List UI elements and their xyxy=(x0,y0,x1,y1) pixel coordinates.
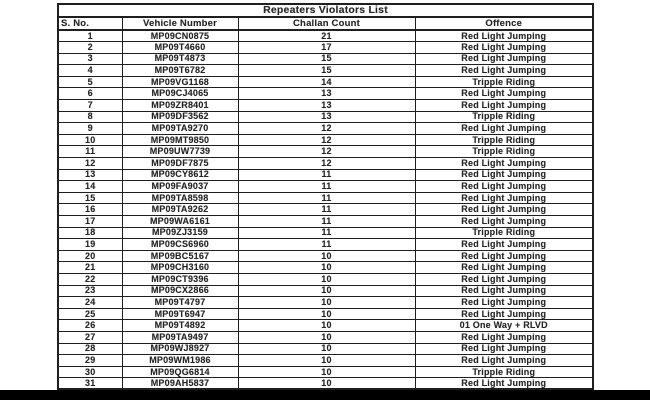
table-row xyxy=(58,192,593,204)
cell-challan-count: 10 xyxy=(238,343,415,355)
cell-challan-count: 12 xyxy=(238,158,415,170)
cell-s-no: 21 xyxy=(58,262,122,274)
cell-s-no: 19 xyxy=(58,239,122,251)
cell-challan-count: 10 xyxy=(238,285,415,297)
cell-offence: Red Light Jumping xyxy=(415,192,593,204)
cell-s-no: 5 xyxy=(58,76,122,88)
cell-offence: Red Light Jumping xyxy=(415,250,593,262)
cell-challan-count: 12 xyxy=(238,134,415,146)
table-row xyxy=(58,181,593,193)
table-header-row xyxy=(58,17,593,30)
cell-offence: Tripple Riding xyxy=(415,227,593,239)
cell-challan-count: 11 xyxy=(238,169,415,181)
cell-vehicle-number: MP09FA9037 xyxy=(122,181,238,193)
cell-challan-count: 11 xyxy=(238,204,415,216)
cell-vehicle-number: MP09CJ4065 xyxy=(122,88,238,100)
cell-offence: Red Light Jumping xyxy=(415,285,593,297)
cell-challan-count: 10 xyxy=(238,366,415,378)
table-row xyxy=(58,42,593,54)
cell-challan-count: 11 xyxy=(238,239,415,251)
cell-challan-count: 10 xyxy=(238,308,415,320)
cell-s-no: 14 xyxy=(58,181,122,193)
cell-challan-count: 11 xyxy=(238,216,415,228)
cell-offence: Red Light Jumping xyxy=(415,378,593,390)
cell-vehicle-number: MP09QG6814 xyxy=(122,366,238,378)
table-row xyxy=(58,30,593,42)
table-title-row xyxy=(58,4,593,17)
cell-vehicle-number: MP09ZJ3159 xyxy=(122,227,238,239)
cell-offence: Red Light Jumping xyxy=(415,30,593,42)
cell-challan-count: 11 xyxy=(238,181,415,193)
cell-challan-count: 11 xyxy=(238,227,415,239)
table-row xyxy=(58,65,593,77)
cell-offence: Red Light Jumping xyxy=(415,262,593,274)
cell-offence: Red Light Jumping xyxy=(415,297,593,309)
table-row xyxy=(58,285,593,297)
table-row xyxy=(58,273,593,285)
cell-challan-count: 10 xyxy=(238,378,415,390)
cell-challan-count: 10 xyxy=(238,262,415,274)
table-row xyxy=(58,169,593,181)
cell-offence: Red Light Jumping xyxy=(415,65,593,77)
cell-offence: Red Light Jumping xyxy=(415,123,593,135)
cell-offence: Red Light Jumping xyxy=(415,42,593,54)
cell-vehicle-number: MP09CS6960 xyxy=(122,239,238,251)
cell-s-no: 8 xyxy=(58,111,122,123)
cell-challan-count: 12 xyxy=(238,123,415,135)
cell-vehicle-number: MP09CY8612 xyxy=(122,169,238,181)
cell-vehicle-number: MP09AH5837 xyxy=(122,378,238,390)
cell-offence: Red Light Jumping xyxy=(415,355,593,367)
cell-offence: 01 One Way + RLVD xyxy=(415,320,593,332)
cell-vehicle-number: MP09CH3160 xyxy=(122,262,238,274)
cell-s-no: 22 xyxy=(58,273,122,285)
cell-offence: Red Light Jumping xyxy=(415,88,593,100)
cell-s-no: 26 xyxy=(58,320,122,332)
cell-s-no: 31 xyxy=(58,378,122,390)
cell-challan-count: 13 xyxy=(238,100,415,112)
cell-challan-count: 10 xyxy=(238,320,415,332)
cell-offence: Red Light Jumping xyxy=(415,204,593,216)
cell-vehicle-number: MP09T4892 xyxy=(122,320,238,332)
cell-vehicle-number: MP09WJ8927 xyxy=(122,343,238,355)
header-vehicle-number: Vehicle Number xyxy=(122,17,238,30)
cell-s-no: 11 xyxy=(58,146,122,158)
cell-vehicle-number: MP09T4873 xyxy=(122,53,238,65)
cell-offence: Red Light Jumping xyxy=(415,308,593,320)
cell-offence: Tripple Riding xyxy=(415,111,593,123)
cell-vehicle-number: MP09ZR8401 xyxy=(122,100,238,112)
table-row xyxy=(58,158,593,170)
cell-challan-count: 13 xyxy=(238,88,415,100)
table-row xyxy=(58,308,593,320)
cell-offence: Red Light Jumping xyxy=(415,216,593,228)
cell-offence: Red Light Jumping xyxy=(415,239,593,251)
cell-vehicle-number: MP09TA9262 xyxy=(122,204,238,216)
cell-offence: Red Light Jumping xyxy=(415,273,593,285)
cell-s-no: 7 xyxy=(58,100,122,112)
cell-challan-count: 13 xyxy=(238,111,415,123)
table-row xyxy=(58,100,593,112)
cell-challan-count: 10 xyxy=(238,250,415,262)
cell-vehicle-number: MP09T4660 xyxy=(122,42,238,54)
cell-challan-count: 15 xyxy=(238,65,415,77)
cell-vehicle-number: MP09DF3562 xyxy=(122,111,238,123)
cell-challan-count: 14 xyxy=(238,76,415,88)
cell-vehicle-number: MP09MT9850 xyxy=(122,134,238,146)
cell-offence: Tripple Riding xyxy=(415,366,593,378)
table-row xyxy=(58,134,593,146)
table-body xyxy=(58,30,593,389)
cell-vehicle-number: MP09CN0875 xyxy=(122,30,238,42)
cell-s-no: 6 xyxy=(58,88,122,100)
cell-challan-count: 15 xyxy=(238,53,415,65)
cell-s-no: 15 xyxy=(58,192,122,204)
cell-s-no: 13 xyxy=(58,169,122,181)
cell-vehicle-number: MP09BC5167 xyxy=(122,250,238,262)
cell-challan-count: 10 xyxy=(238,355,415,367)
table-row xyxy=(58,343,593,355)
cell-s-no: 28 xyxy=(58,343,122,355)
table-row xyxy=(58,366,593,378)
cell-s-no: 24 xyxy=(58,297,122,309)
cell-vehicle-number: MP09T6947 xyxy=(122,308,238,320)
cell-vehicle-number: MP09WM1986 xyxy=(122,355,238,367)
cell-vehicle-number: MP09UW7739 xyxy=(122,146,238,158)
cell-vehicle-number: MP09TA9270 xyxy=(122,123,238,135)
table-row xyxy=(58,378,593,390)
cell-vehicle-number: MP09DF7875 xyxy=(122,158,238,170)
table-row xyxy=(58,320,593,332)
table-row xyxy=(58,227,593,239)
cell-challan-count: 17 xyxy=(238,42,415,54)
cell-vehicle-number: MP09WA6161 xyxy=(122,216,238,228)
cell-offence: Red Light Jumping xyxy=(415,343,593,355)
cell-s-no: 30 xyxy=(58,366,122,378)
cell-offence: Tripple Riding xyxy=(415,146,593,158)
cell-challan-count: 10 xyxy=(238,273,415,285)
cell-offence: Red Light Jumping xyxy=(415,158,593,170)
cell-offence: Red Light Jumping xyxy=(415,100,593,112)
cell-challan-count: 12 xyxy=(238,146,415,158)
cell-s-no: 9 xyxy=(58,123,122,135)
cell-s-no: 27 xyxy=(58,331,122,343)
repeaters-violators-table xyxy=(57,3,594,390)
cell-offence: Red Light Jumping xyxy=(415,331,593,343)
cell-offence: Red Light Jumping xyxy=(415,169,593,181)
table-row xyxy=(58,123,593,135)
table-row xyxy=(58,250,593,262)
cell-s-no: 4 xyxy=(58,65,122,77)
table-row xyxy=(58,204,593,216)
cell-s-no: 1 xyxy=(58,30,122,42)
header-challan-count: Challan Count xyxy=(238,17,415,30)
header-s-no: S. No. xyxy=(58,17,122,30)
cell-offence: Tripple Riding xyxy=(415,134,593,146)
cell-offence: Tripple Riding xyxy=(415,76,593,88)
cell-vehicle-number: MP09T4797 xyxy=(122,297,238,309)
cell-offence: Red Light Jumping xyxy=(415,53,593,65)
table-row xyxy=(58,76,593,88)
cell-s-no: 25 xyxy=(58,308,122,320)
cell-challan-count: 10 xyxy=(238,297,415,309)
table-row xyxy=(58,355,593,367)
table-row xyxy=(58,331,593,343)
cell-s-no: 10 xyxy=(58,134,122,146)
cell-vehicle-number: MP09TA8598 xyxy=(122,192,238,204)
cell-vehicle-number: MP09VG1168 xyxy=(122,76,238,88)
cell-s-no: 23 xyxy=(58,285,122,297)
bottom-black-bar xyxy=(0,390,650,400)
cell-s-no: 2 xyxy=(58,42,122,54)
cell-vehicle-number: MP09TA9497 xyxy=(122,331,238,343)
cell-s-no: 29 xyxy=(58,355,122,367)
cell-offence: Red Light Jumping xyxy=(415,181,593,193)
cell-challan-count: 11 xyxy=(238,192,415,204)
cell-vehicle-number: MP09CX2866 xyxy=(122,285,238,297)
cell-s-no: 3 xyxy=(58,53,122,65)
table-title: Repeaters Violators List xyxy=(58,4,593,17)
cell-challan-count: 10 xyxy=(238,331,415,343)
cell-s-no: 16 xyxy=(58,204,122,216)
cell-challan-count: 21 xyxy=(238,30,415,42)
table-row xyxy=(58,297,593,309)
cell-s-no: 18 xyxy=(58,227,122,239)
cell-vehicle-number: MP09T6782 xyxy=(122,65,238,77)
cell-vehicle-number: MP09CT9396 xyxy=(122,273,238,285)
cell-s-no: 20 xyxy=(58,250,122,262)
table-row xyxy=(58,111,593,123)
table-row xyxy=(58,239,593,251)
table-row xyxy=(58,216,593,228)
cell-s-no: 17 xyxy=(58,216,122,228)
cell-s-no: 12 xyxy=(58,158,122,170)
table-row xyxy=(58,262,593,274)
header-offence: Offence xyxy=(415,17,593,30)
table-row xyxy=(58,88,593,100)
table-row xyxy=(58,146,593,158)
table-row xyxy=(58,53,593,65)
